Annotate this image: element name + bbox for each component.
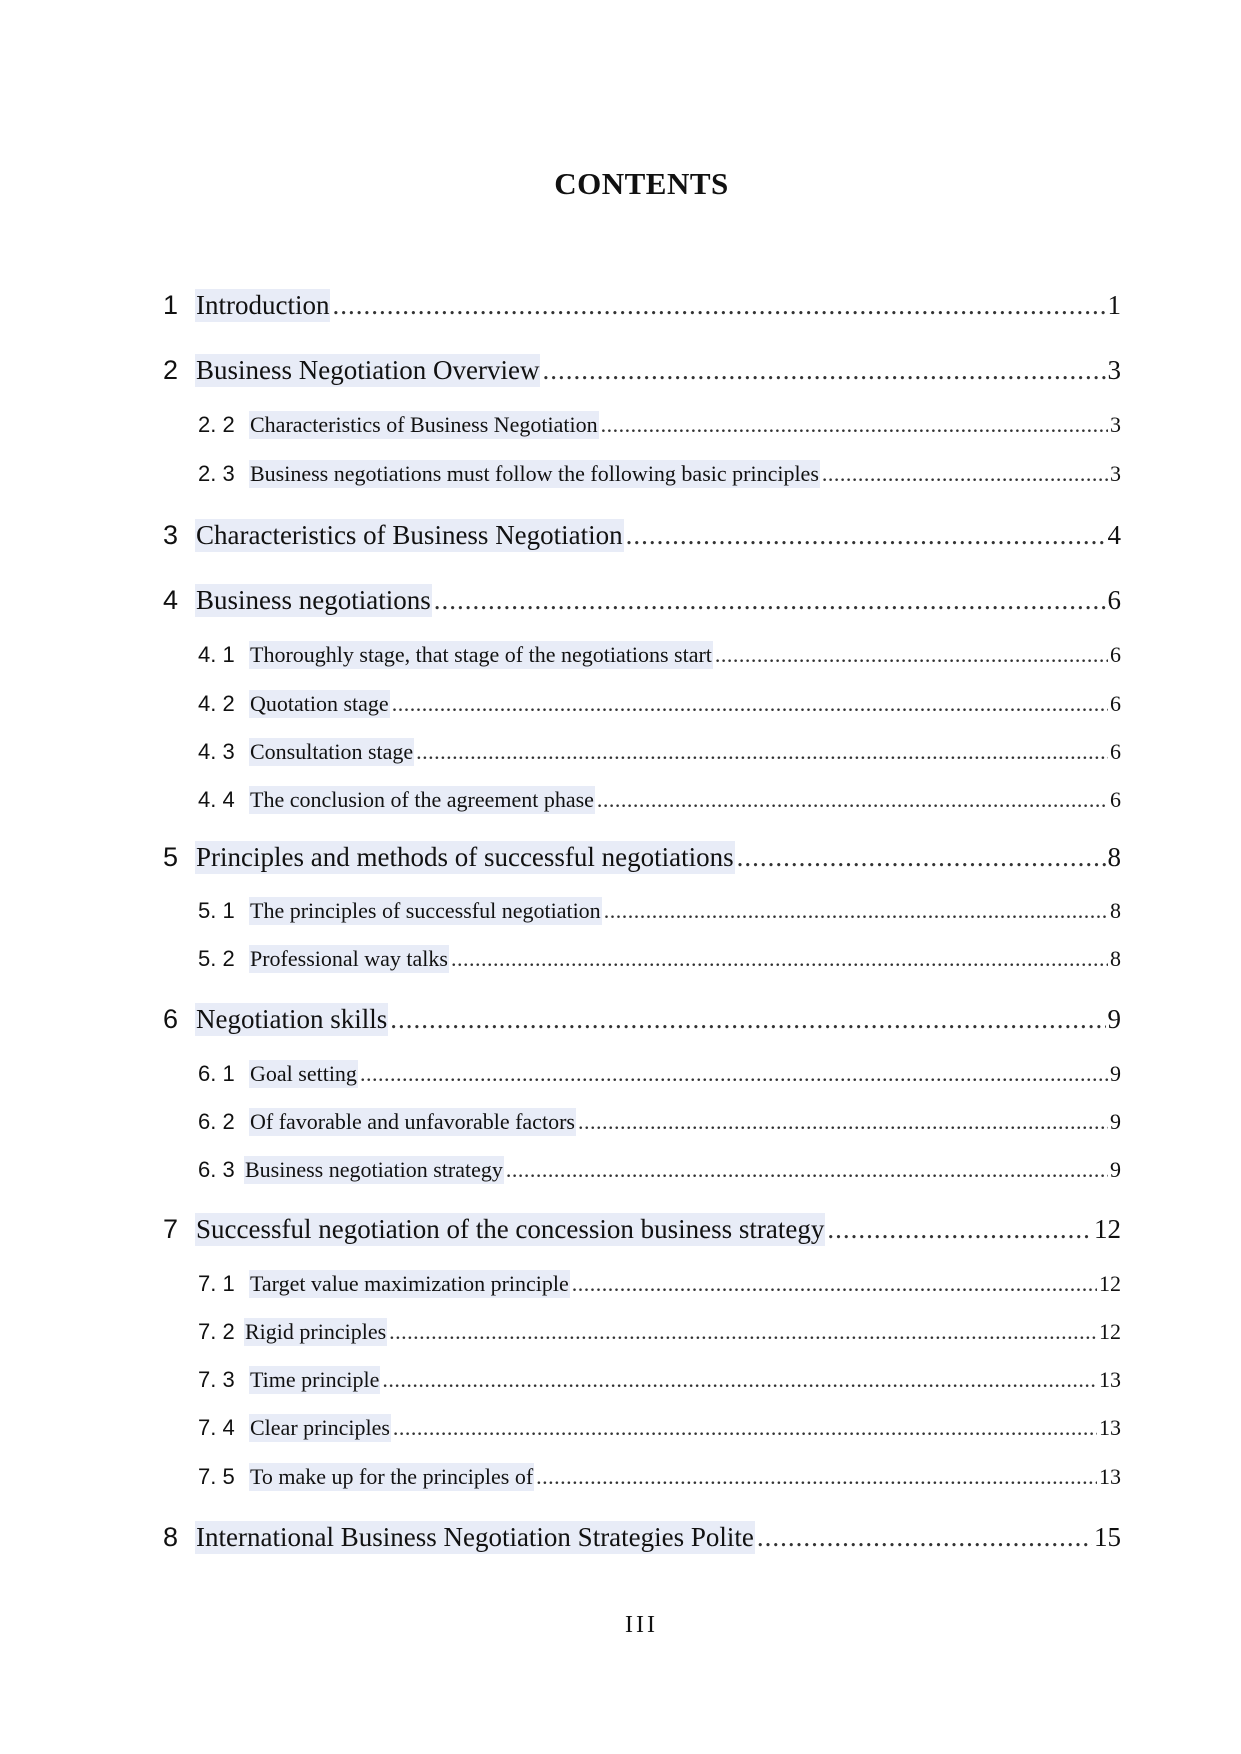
toc-section-entry[interactable] bbox=[163, 458, 1121, 490]
toc-section-entry[interactable] bbox=[163, 895, 1121, 927]
toc-entry-number: 2 bbox=[163, 354, 179, 385]
toc-dot-leader bbox=[626, 520, 1106, 551]
toc-entry-number: 5. 2 bbox=[198, 946, 235, 971]
toc-entry-number: 4. 2 bbox=[198, 691, 235, 716]
toc-entry-page-number: 13 bbox=[1099, 1367, 1121, 1392]
toc-entry-number: 3 bbox=[163, 519, 179, 550]
page-number-footer: III bbox=[625, 1612, 658, 1638]
toc-entry-label[interactable]: Business negotiation strategy bbox=[245, 1157, 503, 1182]
toc-dot-leader bbox=[332, 290, 1105, 321]
toc-section-entry[interactable] bbox=[163, 688, 1121, 720]
toc-entry-number: 7 bbox=[163, 1213, 179, 1244]
toc-entry-label[interactable]: Successful negotiation of the concession business strategy bbox=[196, 1213, 825, 1244]
toc-dot-leader bbox=[737, 842, 1106, 873]
toc-entry-number: 7. 5 bbox=[198, 1464, 235, 1489]
toc-section-entry[interactable] bbox=[163, 784, 1121, 816]
toc-dot-leader bbox=[392, 691, 1108, 717]
toc-chapter-entry[interactable] bbox=[163, 286, 1121, 324]
toc-entry-page-number: 12 bbox=[1094, 1213, 1121, 1244]
toc-section-entry[interactable] bbox=[163, 1058, 1121, 1090]
toc-dot-leader bbox=[360, 1061, 1108, 1087]
toc-dot-leader bbox=[597, 787, 1108, 813]
toc-dot-leader bbox=[601, 412, 1108, 438]
toc-entry-label[interactable]: The principles of successful negotiation bbox=[250, 898, 601, 923]
toc-entry-page-number: 8 bbox=[1107, 841, 1121, 872]
toc-dot-leader bbox=[416, 739, 1108, 765]
toc-entry-page-number: 9 bbox=[1110, 1061, 1121, 1086]
toc-entry-label[interactable]: Target value maximization principle bbox=[250, 1271, 569, 1296]
toc-section-entry[interactable] bbox=[163, 1316, 1121, 1348]
toc-dot-leader bbox=[390, 1004, 1105, 1035]
toc-dot-leader bbox=[604, 898, 1108, 924]
toc-entry-label[interactable]: Professional way talks bbox=[250, 946, 448, 971]
toc-chapter-entry[interactable] bbox=[163, 351, 1121, 389]
toc-entry-label[interactable]: Business negotiations bbox=[196, 584, 431, 615]
toc-entry-number: 7. 4 bbox=[198, 1415, 235, 1440]
toc-entry-label[interactable]: Rigid principles bbox=[245, 1319, 387, 1344]
toc-entry-number: 5. 1 bbox=[198, 898, 235, 923]
toc-entry-number: 4 bbox=[163, 584, 179, 615]
toc-entry-page-number: 6 bbox=[1110, 691, 1121, 716]
toc-entry-number: 7. 2 bbox=[198, 1319, 235, 1344]
toc-section-entry[interactable] bbox=[163, 1461, 1121, 1493]
toc-entry-page-number: 12 bbox=[1099, 1319, 1121, 1344]
toc-entry-page-number: 6 bbox=[1107, 584, 1121, 615]
toc-entry-page-number: 9 bbox=[1110, 1157, 1121, 1182]
toc-section-entry[interactable] bbox=[163, 736, 1121, 768]
toc-entry-label[interactable]: Business negotiations must follow the following basic principles bbox=[250, 461, 819, 486]
toc-entry-label[interactable]: Consultation stage bbox=[250, 739, 414, 764]
toc-dot-leader bbox=[506, 1157, 1108, 1183]
toc-entry-page-number: 13 bbox=[1099, 1464, 1121, 1489]
toc-entry-page-number: 1 bbox=[1107, 289, 1121, 320]
toc-chapter-entry[interactable] bbox=[163, 581, 1121, 619]
toc-dot-leader bbox=[393, 1415, 1097, 1441]
toc-dot-leader bbox=[536, 1464, 1097, 1490]
toc-entry-label[interactable]: Characteristics of Business Negotiation bbox=[196, 519, 623, 550]
toc-entry-label[interactable]: Principles and methods of successful negotiations bbox=[196, 841, 734, 872]
toc-entry-label[interactable]: International Business Negotiation Strategies Polite bbox=[196, 1521, 754, 1552]
toc-entry-label[interactable]: The conclusion of the agreement phase bbox=[250, 787, 594, 812]
toc-entry-number: 7. 3 bbox=[198, 1367, 235, 1392]
toc-section-entry[interactable] bbox=[163, 1364, 1121, 1396]
toc-entry-page-number: 4 bbox=[1107, 519, 1121, 550]
toc-chapter-entry[interactable] bbox=[163, 1210, 1121, 1248]
toc-section-entry[interactable] bbox=[163, 1106, 1121, 1138]
toc-dot-leader bbox=[389, 1319, 1097, 1345]
toc-entry-label[interactable]: Introduction bbox=[196, 289, 330, 320]
toc-entry-number: 4. 4 bbox=[198, 787, 235, 812]
toc-entry-label[interactable]: To make up for the principles of bbox=[250, 1464, 534, 1489]
toc-chapter-entry[interactable] bbox=[163, 1518, 1121, 1556]
toc-dot-leader bbox=[451, 946, 1108, 972]
toc-dot-leader bbox=[822, 461, 1108, 487]
toc-dot-leader bbox=[578, 1109, 1108, 1135]
toc-dot-leader bbox=[434, 585, 1106, 616]
toc-entry-page-number: 3 bbox=[1107, 354, 1121, 385]
toc-entry-page-number: 9 bbox=[1110, 1109, 1121, 1134]
toc-dot-leader bbox=[757, 1522, 1092, 1553]
toc-entry-number: 7. 1 bbox=[198, 1271, 235, 1296]
toc-dot-leader bbox=[542, 355, 1105, 386]
toc-entry-label[interactable]: Quotation stage bbox=[250, 691, 389, 716]
toc-entry-page-number: 9 bbox=[1107, 1003, 1121, 1034]
toc-section-entry[interactable] bbox=[163, 943, 1121, 975]
toc-entry-number: 8 bbox=[163, 1521, 179, 1552]
toc-entry-number: 4. 3 bbox=[198, 739, 235, 764]
toc-entry-number: 1 bbox=[163, 289, 179, 320]
toc-entry-label[interactable]: Clear principles bbox=[250, 1415, 390, 1440]
toc-chapter-entry[interactable] bbox=[163, 1000, 1121, 1038]
page-title: CONTENTS bbox=[554, 166, 729, 201]
toc-entry-page-number: 3 bbox=[1110, 412, 1121, 437]
toc-entry-number: 2. 2 bbox=[198, 412, 235, 437]
toc-entry-page-number: 13 bbox=[1099, 1415, 1121, 1440]
toc-entry-label[interactable]: Goal setting bbox=[250, 1061, 357, 1086]
toc-section-entry[interactable] bbox=[163, 639, 1121, 671]
toc-entry-number: 4. 1 bbox=[198, 642, 235, 667]
toc-entry-number: 6. 3 bbox=[198, 1157, 235, 1182]
toc-entry-number: 6. 1 bbox=[198, 1061, 235, 1086]
toc-entry-page-number: 6 bbox=[1110, 642, 1121, 667]
toc-entry-number: 2. 3 bbox=[198, 461, 235, 486]
toc-chapter-entry[interactable] bbox=[163, 516, 1121, 554]
toc-entry-page-number: 6 bbox=[1110, 739, 1121, 764]
toc-entry-label[interactable]: Business Negotiation Overview bbox=[196, 354, 540, 385]
toc-entry-page-number: 3 bbox=[1110, 461, 1121, 486]
toc-section-entry[interactable] bbox=[163, 1154, 1121, 1186]
toc-entry-page-number: 6 bbox=[1110, 787, 1121, 812]
toc-entry-number: 6. 2 bbox=[198, 1109, 235, 1134]
toc-entry-label[interactable]: Of favorable and unfavorable factors bbox=[250, 1109, 575, 1134]
toc-entry-page-number: 15 bbox=[1094, 1521, 1121, 1552]
toc-entry-label[interactable]: Time principle bbox=[250, 1367, 380, 1392]
toc-section-entry[interactable] bbox=[163, 1412, 1121, 1444]
toc-dot-leader bbox=[715, 642, 1108, 668]
toc-section-entry[interactable] bbox=[163, 409, 1121, 441]
toc-entry-label[interactable]: Characteristics of Business Negotiation bbox=[250, 412, 598, 437]
toc-dot-leader bbox=[572, 1271, 1097, 1297]
toc-entry-number: 5 bbox=[163, 841, 179, 872]
toc-entry-page-number: 8 bbox=[1110, 946, 1121, 971]
toc-dot-leader bbox=[382, 1367, 1097, 1393]
toc-entry-label[interactable]: Thoroughly stage, that stage of the negotiations start bbox=[250, 642, 712, 667]
toc-entry-page-number: 12 bbox=[1099, 1271, 1121, 1296]
toc-dot-leader bbox=[827, 1214, 1092, 1245]
toc-section-entry[interactable] bbox=[163, 1268, 1121, 1300]
toc-entry-label[interactable]: Negotiation skills bbox=[196, 1003, 388, 1034]
toc-entry-page-number: 8 bbox=[1110, 898, 1121, 923]
toc-entry-number: 6 bbox=[163, 1003, 179, 1034]
toc-chapter-entry[interactable] bbox=[163, 838, 1121, 876]
